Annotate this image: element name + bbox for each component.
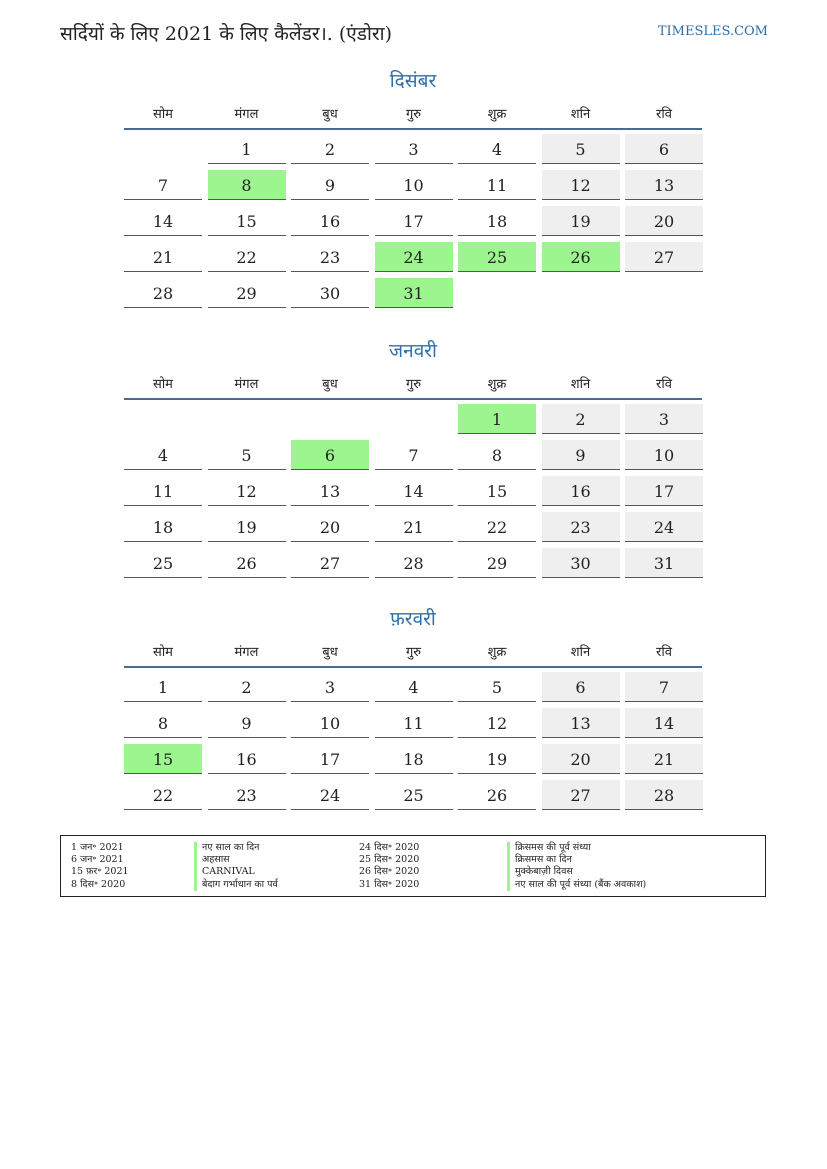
day-cell: 11 [124, 476, 202, 506]
day-cell: 25 [375, 780, 453, 810]
day-cell: 19 [208, 512, 286, 542]
day-cell: 21 [124, 242, 202, 272]
day-cell: 6 [625, 134, 703, 164]
holiday-day-cell: 6 [291, 440, 369, 470]
day-cell: 19 [542, 206, 620, 236]
day-cell: 2 [208, 672, 286, 702]
day-cell: 14 [375, 476, 453, 506]
legend-holiday-name: अहसास [194, 854, 278, 866]
day-cell: 22 [124, 780, 202, 810]
day-cell: 8 [124, 708, 202, 738]
day-cell: 1 [124, 672, 202, 702]
day-cell: 9 [291, 170, 369, 200]
day-cell: 27 [291, 548, 369, 578]
legend-holiday-name: मुक्केबाज़ी दिवस [507, 866, 646, 878]
weekday-label: बुध [322, 107, 338, 122]
day-cell: 20 [625, 206, 703, 236]
day-cell: 23 [291, 242, 369, 272]
day-cell: 7 [375, 440, 453, 470]
day-cell: 20 [542, 744, 620, 774]
day-cell: 11 [458, 170, 536, 200]
holiday-day-cell: 8 [208, 170, 286, 200]
day-cell: 15 [208, 206, 286, 236]
day-cell: 3 [375, 134, 453, 164]
day-cell: 18 [375, 744, 453, 774]
day-cell: 24 [625, 512, 703, 542]
day-cell: 17 [375, 206, 453, 236]
legend-date: 25 दिस॰ 2020 [359, 854, 420, 866]
holiday-day-cell: 26 [542, 242, 620, 272]
legend-date: 15 फ़र॰ 2021 [71, 866, 129, 878]
day-grid [124, 130, 702, 316]
weekday-label: रवि [656, 645, 672, 660]
legend-date: 31 दिस॰ 2020 [359, 878, 420, 890]
day-cell: 14 [124, 206, 202, 236]
legend-holiday-name: क्रिसमस की पूर्व संध्या [507, 842, 646, 854]
day-cell: 21 [375, 512, 453, 542]
page-header [60, 18, 768, 48]
day-cell: 16 [208, 744, 286, 774]
day-cell: 9 [208, 708, 286, 738]
holiday-legend [60, 835, 766, 897]
weekday-label: सोम [153, 107, 173, 122]
day-cell: 23 [542, 512, 620, 542]
legend-holiday-name: CARNIVAL [194, 866, 278, 878]
day-cell: 28 [625, 780, 703, 810]
day-cell: 25 [124, 548, 202, 578]
month-february [124, 604, 702, 818]
legend-date: 1 जन॰ 2021 [71, 842, 124, 853]
weekday-header-row [124, 96, 702, 130]
day-cell: 26 [458, 780, 536, 810]
legend-names-left [194, 842, 278, 891]
day-cell: 13 [291, 476, 369, 506]
day-cell: 9 [542, 440, 620, 470]
legend-dates-right [359, 842, 419, 891]
legend-date: 8 दिस॰ 2020 [71, 878, 126, 890]
weekday-label: बुध [322, 377, 338, 392]
day-cell: 22 [208, 242, 286, 272]
legend-dates-left [71, 842, 129, 891]
legend-holiday-name: नए साल की पूर्व संध्या (बैंक अवकाश) [507, 879, 646, 891]
day-cell: 2 [291, 134, 369, 164]
legend-holiday-name: क्रिसमस का दिन [507, 854, 646, 866]
day-cell: 30 [291, 278, 369, 308]
day-cell: 17 [291, 744, 369, 774]
weekday-label: शनि [570, 107, 591, 122]
weekday-header-row [124, 366, 702, 400]
weekday-label: सोम [153, 645, 173, 660]
legend-holiday-name: बेदाग गर्भाधान का पर्व [194, 879, 278, 891]
day-cell: 30 [542, 548, 620, 578]
day-cell: 16 [542, 476, 620, 506]
day-cell: 13 [542, 708, 620, 738]
day-cell: 5 [542, 134, 620, 164]
weekday-label: रवि [656, 107, 672, 122]
day-cell: 7 [625, 672, 703, 702]
day-cell: 3 [625, 404, 703, 434]
day-cell: 5 [208, 440, 286, 470]
day-cell: 18 [124, 512, 202, 542]
day-cell: 27 [542, 780, 620, 810]
day-cell: 13 [625, 170, 703, 200]
day-cell: 4 [124, 440, 202, 470]
weekday-label: शुक्र [487, 645, 507, 660]
day-cell: 22 [458, 512, 536, 542]
day-cell: 26 [208, 548, 286, 578]
site-link[interactable]: TIMESLES.COM [657, 24, 768, 39]
weekday-label: शुक्र [487, 107, 507, 122]
day-cell: 3 [291, 672, 369, 702]
weekday-label: मंगल [234, 107, 259, 122]
weekday-label: रवि [656, 377, 672, 392]
weekday-header-row [124, 634, 702, 668]
day-cell: 1 [208, 134, 286, 164]
day-cell: 5 [458, 672, 536, 702]
day-cell: 31 [625, 548, 703, 578]
legend-date: 24 दिस॰ 2020 [359, 842, 420, 853]
weekday-label: मंगल [234, 645, 259, 660]
day-cell: 8 [458, 440, 536, 470]
weekday-label: गुरु [405, 645, 422, 660]
month-title: दिसंबर [389, 70, 437, 92]
day-cell: 29 [458, 548, 536, 578]
weekday-label: मंगल [234, 377, 259, 392]
day-cell: 18 [458, 206, 536, 236]
day-cell: 10 [291, 708, 369, 738]
weekday-label: गुरु [405, 107, 422, 122]
holiday-day-cell: 25 [458, 242, 536, 272]
day-cell: 2 [542, 404, 620, 434]
day-cell: 27 [625, 242, 703, 272]
holiday-day-cell: 31 [375, 278, 453, 308]
day-cell: 7 [124, 170, 202, 200]
holiday-day-cell: 1 [458, 404, 536, 434]
page-title: सर्दियों के लिए 2021 के लिए कैलेंडर।. (एंडोरा) [60, 23, 392, 45]
day-cell: 24 [291, 780, 369, 810]
day-cell: 20 [291, 512, 369, 542]
month-title: फ़रवरी [390, 608, 436, 630]
weekday-label: सोम [153, 377, 173, 392]
holiday-day-cell: 15 [124, 744, 202, 774]
day-grid [124, 668, 702, 818]
month-title: जनवरी [389, 340, 437, 362]
day-cell: 4 [375, 672, 453, 702]
weekday-label: शुक्र [487, 377, 507, 392]
legend-names-right [507, 842, 646, 891]
month-december [124, 66, 702, 316]
day-cell: 10 [625, 440, 703, 470]
day-cell: 11 [375, 708, 453, 738]
day-cell: 17 [625, 476, 703, 506]
holiday-day-cell: 24 [375, 242, 453, 272]
day-cell: 16 [291, 206, 369, 236]
legend-date: 6 जन॰ 2021 [71, 854, 124, 866]
day-cell: 6 [542, 672, 620, 702]
day-cell: 12 [208, 476, 286, 506]
day-cell: 28 [124, 278, 202, 308]
day-cell: 12 [458, 708, 536, 738]
month-january [124, 336, 702, 586]
legend-date: 26 दिस॰ 2020 [359, 866, 420, 878]
day-cell: 28 [375, 548, 453, 578]
day-cell: 29 [208, 278, 286, 308]
day-cell: 21 [625, 744, 703, 774]
day-cell: 23 [208, 780, 286, 810]
day-cell: 15 [458, 476, 536, 506]
legend-holiday-name: नए साल का दिन [194, 842, 278, 854]
weekday-label: शनि [570, 645, 591, 660]
day-cell: 14 [625, 708, 703, 738]
day-cell: 10 [375, 170, 453, 200]
day-grid [124, 400, 702, 586]
day-cell: 4 [458, 134, 536, 164]
weekday-label: गुरु [405, 377, 422, 392]
weekday-label: बुध [322, 645, 338, 660]
day-cell: 12 [542, 170, 620, 200]
weekday-label: शनि [570, 377, 591, 392]
day-cell: 19 [458, 744, 536, 774]
